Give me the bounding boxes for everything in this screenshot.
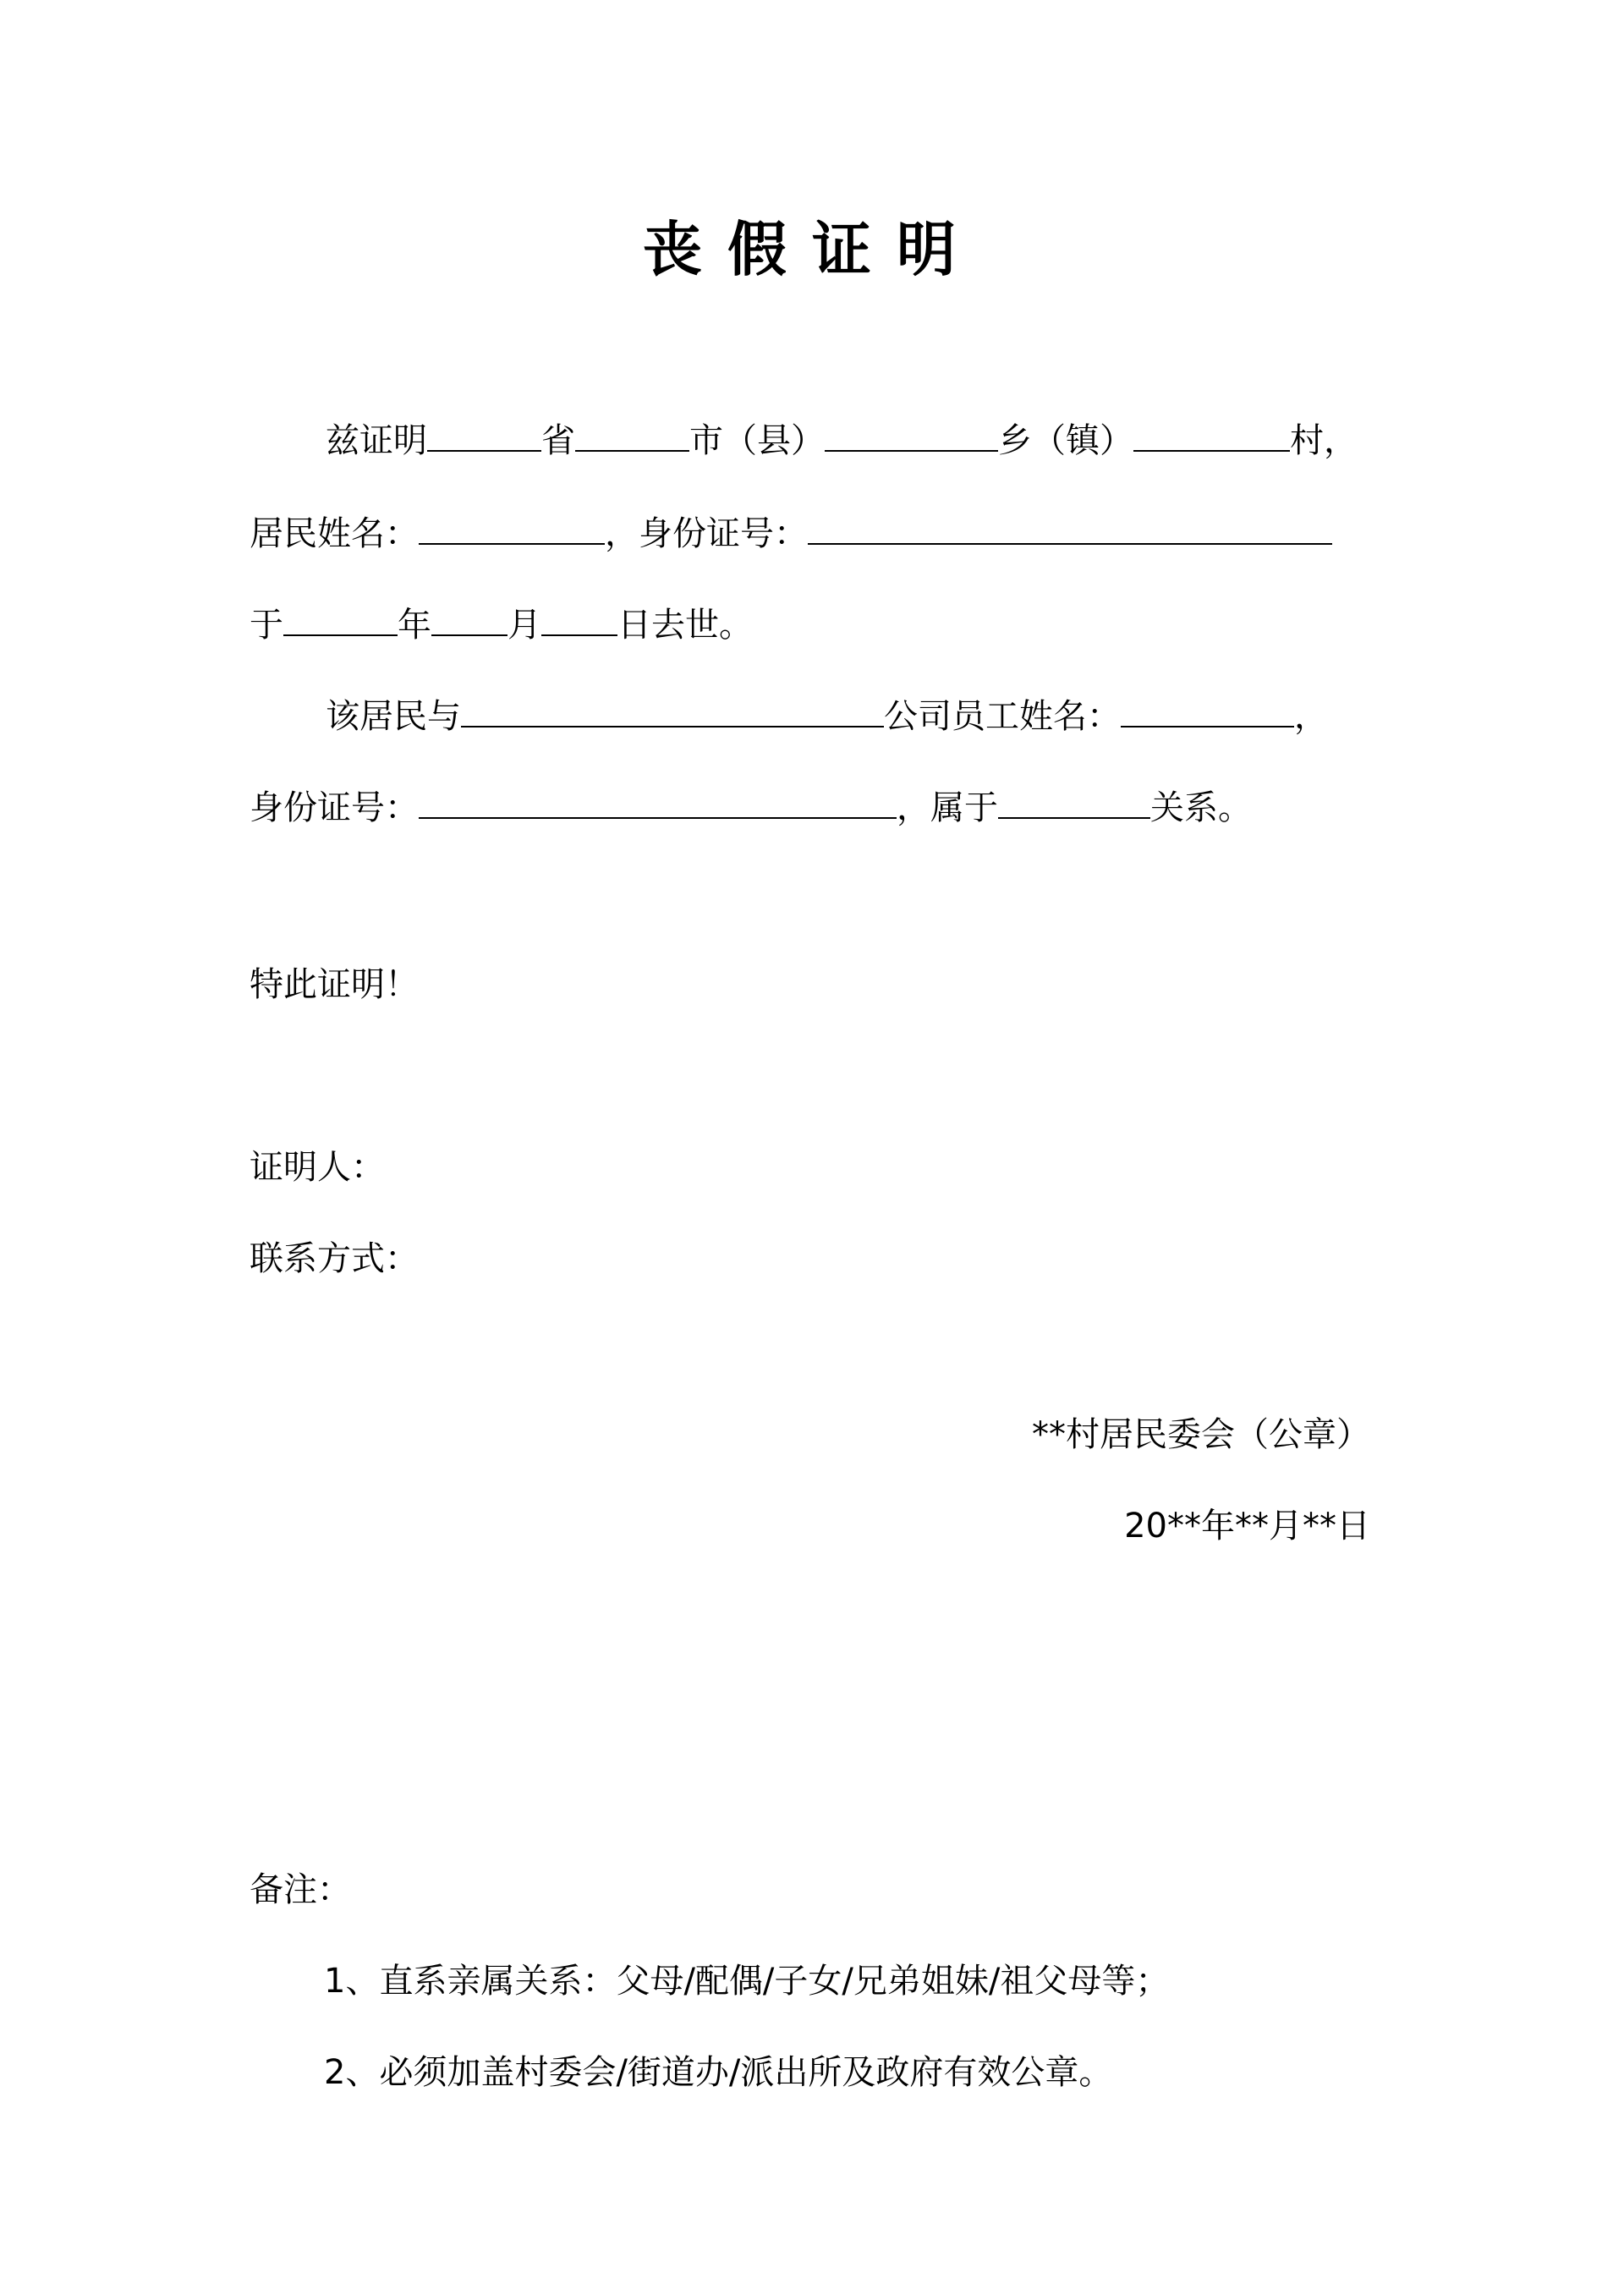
blank-death-year[interactable] bbox=[283, 597, 398, 636]
document-title: 丧假证明 bbox=[643, 215, 981, 284]
contact-label: 联系方式： bbox=[250, 1239, 419, 1278]
para1-line1 bbox=[326, 413, 1358, 464]
text-xiang-zhen: 乡（镇） bbox=[998, 421, 1133, 460]
text-yu: 于 bbox=[250, 606, 283, 645]
text-zizhengming: 兹证明 bbox=[326, 421, 427, 460]
blank-province[interactable] bbox=[427, 413, 541, 452]
text-comma: ， bbox=[1294, 697, 1328, 736]
text-resident-with: 该居民与 bbox=[326, 697, 461, 736]
text-yue: 月 bbox=[508, 606, 541, 645]
blank-death-month[interactable] bbox=[431, 597, 508, 636]
closing-statement: 特此证明！ bbox=[250, 965, 419, 1004]
text-cun: 村， bbox=[1290, 421, 1358, 460]
text-ri-qushi: 日去世。 bbox=[617, 606, 753, 645]
para1-line2 bbox=[250, 506, 1332, 557]
para2-line1 bbox=[326, 689, 1328, 740]
issuer-seal: **村居民委会（公章） bbox=[1032, 1415, 1370, 1454]
text-employee-id-label: 身份证号： bbox=[250, 788, 419, 827]
blank-resident-name[interactable] bbox=[419, 506, 605, 545]
text-relationship: 关系。 bbox=[1150, 788, 1252, 827]
note-item-2: 2、必须加盖村委会/街道办/派出所及政府有效公章。 bbox=[324, 2053, 1113, 2092]
issue-date: 20**年**月**日 bbox=[1124, 1507, 1370, 1546]
text-employee-name-label: 公司员工姓名： bbox=[884, 697, 1121, 736]
certifier-label: 证明人： bbox=[250, 1148, 385, 1187]
blank-township[interactable] bbox=[825, 413, 998, 452]
text-nian: 年 bbox=[398, 606, 431, 645]
blank-relationship[interactable] bbox=[998, 780, 1150, 819]
blank-employee-id[interactable] bbox=[419, 780, 897, 819]
text-belongs-to: ，属于 bbox=[897, 788, 998, 827]
blank-resident-id[interactable] bbox=[808, 506, 1332, 545]
blank-company[interactable] bbox=[461, 689, 884, 727]
text-id-label: ，身份证号： bbox=[605, 514, 808, 553]
blank-employee-name[interactable] bbox=[1121, 689, 1294, 727]
para2-line2 bbox=[250, 780, 1252, 832]
note-item-1: 1、直系亲属关系：父母/配偶/子女/兄弟姐妹/祖父母等； bbox=[324, 1962, 1170, 2001]
text-resident-name-label: 居民姓名： bbox=[250, 514, 419, 553]
blank-city[interactable] bbox=[575, 413, 689, 452]
text-shi-xian: 市（县） bbox=[689, 421, 825, 460]
blank-village[interactable] bbox=[1133, 413, 1290, 452]
text-sheng: 省 bbox=[541, 421, 575, 460]
notes-label: 备注： bbox=[250, 1870, 351, 1909]
blank-death-day[interactable] bbox=[541, 597, 617, 636]
para1-line3 bbox=[250, 597, 753, 649]
